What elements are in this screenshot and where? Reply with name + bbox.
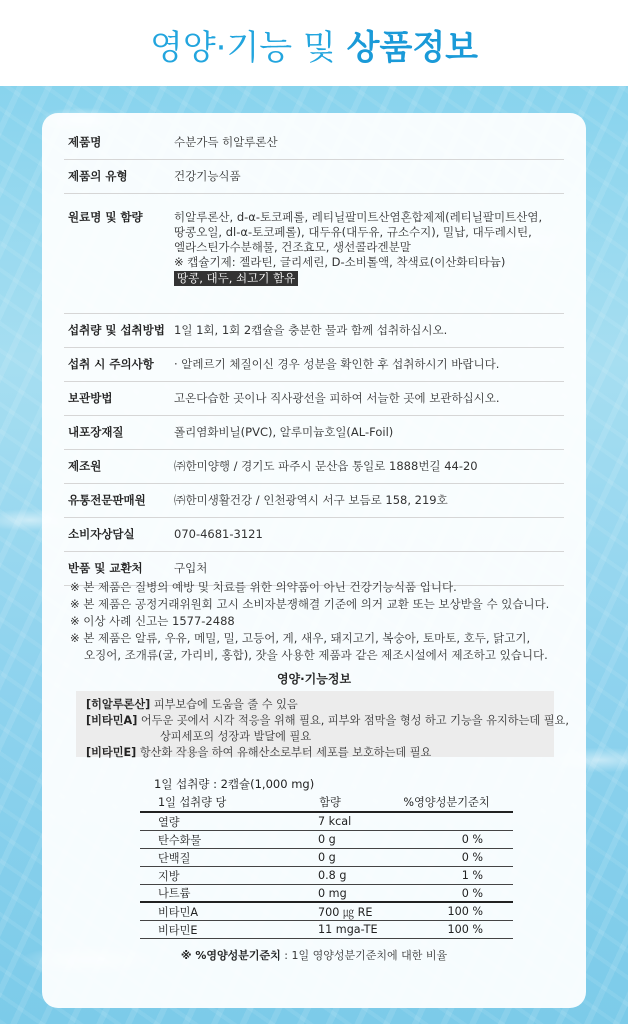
functional-info-title: 영양·기능정보	[276, 672, 352, 686]
nutrition-row	[140, 867, 513, 885]
nutrient-percent: 100 %	[447, 923, 483, 936]
nutrient-amount: 0 mg	[318, 886, 347, 900]
nutrition-row	[140, 813, 513, 831]
info-row-ingredients	[64, 194, 564, 314]
nutrient-amount: 11 mga-TE	[318, 923, 378, 936]
info-value: 폴리염화비닐(PVC), 알루미늄호일(AL-Foil)	[174, 425, 394, 439]
footnote-text: : 1일 영양성분기준치에 대한 비율	[280, 949, 448, 962]
info-row-storage	[64, 382, 564, 416]
info-value: 070-4681-3121	[174, 527, 263, 541]
nutrition-footnote	[42, 947, 586, 963]
allergen-badge: 땅콩, 대두, 쇠고기 함유	[174, 271, 298, 286]
nutrition-row	[140, 831, 513, 849]
functional-tag: [비타민E]	[86, 746, 137, 759]
notice-item: ※ 이상 사례 신고는 1577-2488	[70, 614, 235, 628]
nutrient-amount: 0 g	[318, 851, 336, 864]
nutrient-name: 단백질	[158, 851, 191, 865]
info-row-intake	[64, 314, 564, 348]
info-value: 건강기능식품	[174, 169, 241, 183]
info-label: 원료명 및 함량	[68, 210, 143, 224]
functional-text: 항산화 작용을 하여 유해산소로부터 세포를 보호하는데 필요	[136, 746, 432, 759]
functional-text: 어두운 곳에서 시각 적응을 위해 필요, 피부와 점막을 형성 하고 기능을 유지하는데 필요,	[137, 714, 569, 727]
info-row-packaging	[64, 416, 564, 450]
notice-list	[70, 579, 570, 664]
functional-info-box	[76, 691, 569, 759]
ingredient-line: 히알루론산, d-α-토코페롤, 레티닐팔미트산염혼합제제(레티닐팔미트산염,	[174, 210, 543, 224]
page-title	[150, 20, 478, 69]
notice-item: ※ 본 제품은 질병의 예방 및 치료를 위한 의약품이 아닌 건강기능식품 입니다.	[70, 580, 457, 594]
info-label: 섭취량 및 섭취방법	[68, 323, 165, 337]
nutrient-amount: 700 ㎍ RE	[318, 905, 373, 919]
nutrition-row	[140, 849, 513, 867]
info-row-product-name	[64, 126, 564, 160]
nutrient-percent: 0 %	[461, 833, 483, 846]
product-info-table	[64, 126, 564, 586]
info-value	[174, 194, 564, 286]
ingredient-line: 엘라스틴가수분해물, 건조효모, 생선콜라겐분말	[174, 240, 411, 254]
info-row-distributor	[64, 484, 564, 518]
functional-tag: [비타민A]	[86, 714, 138, 727]
functional-text: 피부보습에 도움을 줄 수 있음	[150, 698, 298, 711]
info-label: 섭취 시 주의사항	[68, 357, 154, 371]
info-value: ㈜한미양행 / 경기도 파주시 문산읍 통일로 1888번길 44-20	[174, 459, 478, 473]
nutrition-row	[140, 903, 513, 921]
serving-size: 1일 섭취량 : 2캡슐(1,000 mg)	[154, 777, 315, 791]
nutrient-amount: 0.8 g	[318, 869, 347, 882]
info-row-product-type	[64, 160, 564, 194]
nutrition-table	[140, 793, 513, 939]
nutrient-name: 열량	[158, 815, 180, 829]
nutrient-name: 지방	[158, 869, 180, 883]
info-row-consumer-center	[64, 518, 564, 552]
nutrition-header-amount: 함량	[319, 796, 341, 809]
functional-item	[86, 697, 544, 713]
info-label: 제품명	[68, 135, 102, 149]
info-label: 소비자상담실	[68, 527, 135, 541]
notice-item: 오징어, 조개류(굴, 가리비, 홍합), 잣을 사용한 제품과 같은 제조시설에서 제조하고 있습니다.	[84, 648, 548, 662]
nutrition-header-name: 1일 섭취량 당	[158, 796, 227, 809]
nutrient-percent: 0 %	[461, 851, 483, 864]
info-value: 구입처	[174, 561, 208, 575]
page-title-bold: 상품정보	[346, 28, 479, 68]
notice-item: ※ 본 제품은 알류, 우유, 메밀, 밀, 고등어, 게, 새우, 돼지고기, 복숭아, 토마토, 호두, 닭고기,	[70, 631, 531, 645]
info-card	[42, 113, 586, 1008]
nutrient-name: 비타민E	[158, 923, 198, 937]
nutrient-percent: 0 %	[461, 886, 483, 900]
info-value: 수분가득 히알루론산	[174, 135, 278, 149]
functional-item	[86, 745, 544, 761]
info-label: 유통전문판매원	[68, 493, 146, 507]
page-title-light: 영양·기능 및	[149, 28, 347, 68]
nutrition-row	[140, 885, 513, 903]
nutrient-name: 탄수화물	[158, 833, 202, 847]
functional-item	[86, 713, 569, 729]
ingredient-line: 땅콩오일, dl-α-토코페롤), 대두유(대두유, 규소수지), 밀납, 대두레시틴,	[174, 225, 532, 239]
nutrient-percent: 1 %	[461, 869, 483, 882]
info-label: 보관방법	[68, 391, 113, 405]
info-value: 고온다습한 곳이나 직사광선을 피하여 서늘한 곳에 보관하십시오.	[174, 391, 500, 405]
nutrient-amount: 0 g	[318, 833, 336, 846]
nutrition-header-percent: %영양성분기준치	[403, 796, 490, 809]
info-label: 반품 및 교환처	[68, 561, 143, 575]
info-row-manufacturer	[64, 450, 564, 484]
nutrient-amount: 7 kcal	[318, 815, 352, 828]
info-label: 내포장재질	[68, 425, 124, 439]
nutrition-header-row	[140, 793, 513, 813]
nutrient-name: 나트륨	[158, 887, 191, 900]
nutrient-percent: 100 %	[447, 905, 483, 918]
footnote-bold: ※ %영양성분기준치	[180, 949, 281, 962]
ingredient-line: ※ 캡슐기제: 젤라틴, 글리세린, D-소비톨액, 착색료(이산화티타늄)	[174, 255, 506, 269]
nutrition-row	[140, 921, 513, 939]
info-value: · 알레르기 체질이신 경우 성분을 확인한 후 섭취하시기 바랍니다.	[174, 357, 500, 371]
functional-tag: [히알루론산]	[86, 698, 151, 711]
notice-item: ※ 본 제품은 공정거래위원회 고시 소비자분쟁해결 기준에 의거 교환 또는 보상받을 수 있습니다.	[70, 597, 550, 611]
functional-text: 상피세포의 성장과 발달에 필요	[160, 730, 312, 743]
page-header	[0, 0, 628, 86]
info-row-caution	[64, 348, 564, 382]
functional-item	[86, 729, 544, 745]
info-value: ㈜한미생활건강 / 인천광역시 서구 보듬로 158, 219호	[174, 493, 448, 507]
info-label: 제조원	[68, 459, 102, 473]
nutrient-name: 비타민A	[158, 905, 199, 919]
info-value: 1일 1회, 1회 2캡슐을 충분한 물과 함께 섭취하십시오.	[174, 323, 448, 337]
info-label: 제품의 유형	[68, 169, 128, 183]
